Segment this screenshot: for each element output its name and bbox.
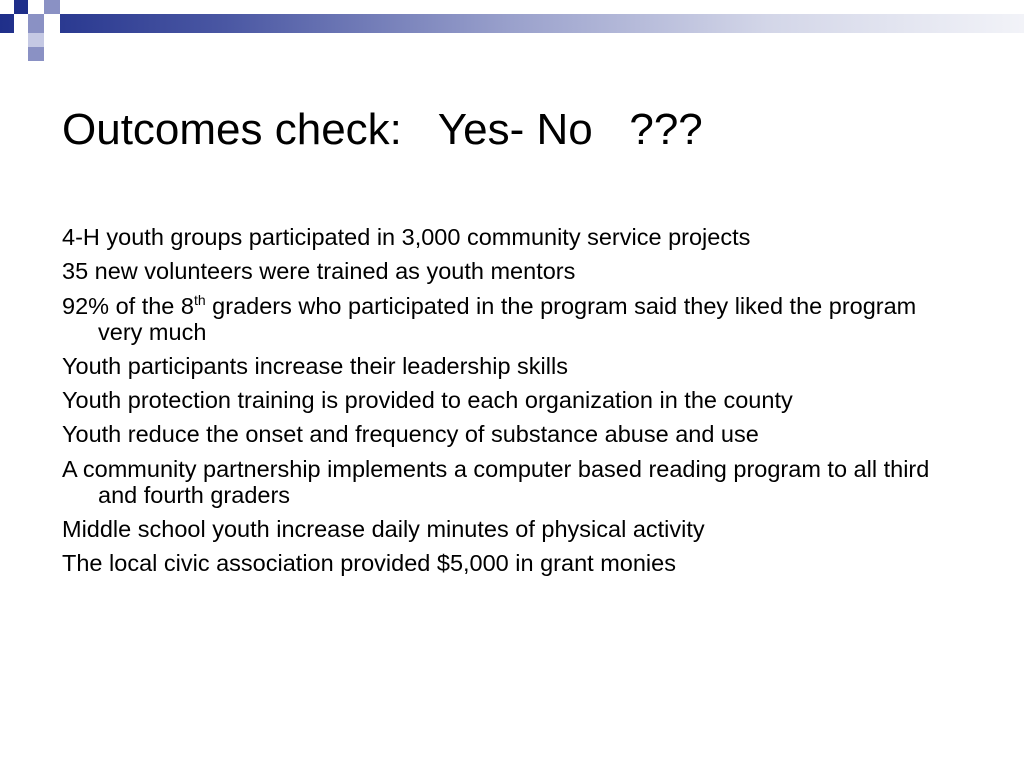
decor-square (44, 14, 60, 33)
decor-square (14, 14, 28, 33)
decor-square (28, 47, 44, 61)
decor-square (44, 0, 60, 14)
decor-square (28, 0, 44, 14)
list-item: 35 new volunteers were trained as youth mentors (62, 258, 576, 285)
outcome-list (62, 224, 962, 585)
decor-square (28, 33, 44, 47)
ordinal-superscript: th (193, 291, 206, 308)
list-item: 4-H youth groups participated in 3,000 community service projects (62, 224, 751, 250)
header-gradient-band (0, 14, 1024, 33)
list-item-text-end: graders who participated in the program said they liked the program very much (98, 292, 917, 345)
decor-square (28, 14, 44, 33)
slide-title: Outcomes check: Yes- No ??? (62, 105, 703, 154)
decor-square (14, 0, 28, 14)
list-item: Youth participants increase their leadership skills (62, 352, 568, 379)
list-item: The local civic association provided $5,000 in grant monies (62, 550, 676, 577)
decor-square (0, 33, 14, 47)
list-item: Youth reduce the onset and frequency of substance abuse and use (62, 421, 759, 448)
list-item: A community partnership implements a computer based reading program to all third and fourth graders (62, 455, 930, 508)
list-item: Youth protection training is provided to each organization in the county (62, 387, 793, 414)
decor-square (14, 33, 28, 47)
list-item-text-start: 92% of the 8 (62, 292, 194, 319)
decor-square (0, 0, 14, 14)
list-item (62, 293, 962, 345)
list-item: Middle school youth increase daily minutes of physical activity (62, 516, 705, 543)
decor-square (60, 0, 76, 14)
